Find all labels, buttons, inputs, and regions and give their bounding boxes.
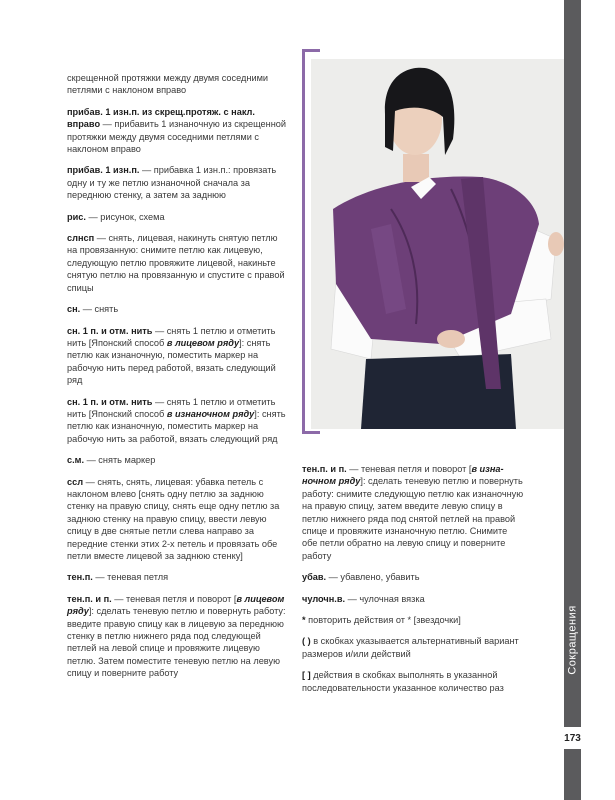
glossary-entry: тен.п. и п. — теневая петля и поворот [в изнаночном ряду]: сделать теневую петлю и повернуть работу: снимите следующую петлю как изнаночную на правую спицу, затем введите левую спицу в петлю нижнего ряда под снятой петлей на правой спице и провяжите изнаночную петлю. Снимите обе петли обратно на левую спицу и поверните работу bbox=[302, 464, 524, 561]
glossary-entry: сн. 1 п. и отм. нить — снять 1 петлю и отметить нить [Японский способ в лицевом ряду]: снять петлю как изнаночную, поместить маркер на рабочую нить перед работой, вязать следующий ряд bbox=[67, 325, 276, 386]
glossary-entry: прибав. 1 изн.п. из скрещ.протяж. с накл. вправо — прибавить 1 изнаночную из скрещенной протяжки между двумя соседними петлями с наклоном вправо bbox=[67, 106, 287, 155]
glossary-entry: прибав. 1 изн.п. — прибавка 1 изн.п.: провязать одну и ту же петлю изнаночной сначала за переднюю стенку, а затем за заднюю bbox=[67, 165, 277, 201]
glossary-entry: сн. — снять bbox=[67, 304, 119, 315]
section-title: Сокращения bbox=[566, 605, 579, 675]
glossary-left-column bbox=[67, 72, 289, 689]
glossary-entry: убав. — убавлено, убавить bbox=[302, 572, 420, 583]
glossary-entry: с.м. — снять маркер bbox=[67, 455, 156, 466]
glossary-entry: слнсп — снять, лицевая, накинуть снятую петлю на провязанную: снимите петлю как лицевую, следующую петлю провяжите лицевой, накиньте снятую петлю на провязанную и спустите с правой спицы bbox=[67, 233, 285, 293]
glossary-entry: рис. — рисунок, схема bbox=[67, 211, 165, 222]
page-number: 173 bbox=[562, 727, 583, 749]
glossary-entry: тен.п. — теневая петля bbox=[67, 572, 169, 583]
glossary-entry: чулочн.в. — чулочная вязка bbox=[302, 593, 425, 604]
glossary-entry: скрещенной протяжки между двумя соседними петлями с наклоном вправо bbox=[67, 73, 269, 96]
glossary-entry: ссл — снять, снять, лицевая: убавка петель с наклоном влево [снять одну петлю за заднюю стенку на правую спицу, снять еще одну петлю за заднюю стенку на правую спицу, ввести левую спицу в две снятые петли слева направо за передние стенки этих 2-х петель и провязать обе петли вместе лицевой за заднюю стенку] bbox=[67, 476, 280, 561]
glossary-entry: * повторить действия от * [звездочки] bbox=[302, 615, 461, 626]
glossary-entry: тен.п. и п. — теневая петля и поворот [в лицевом ряду]: сделать теневую петлю и повернуть работу: введите правую спицу как в лицевую за переднюю стенку в петлю нижнего ряда под следующей петлей на левой спице и провяжите лицевую петлю. Затем поместите теневую петлю на левую спицу и поверните работу bbox=[67, 593, 286, 679]
glossary-entry: сн. 1 п. и отм. нить — снять 1 петлю и отметить нить [Японский способ в изнаночном ряду]: снять петлю как изнаночную, поместить маркер на рабочую нить за работой, вязать следующий ряд bbox=[67, 396, 286, 444]
glossary-entry: ( ) в скобках указывается альтернативный вариант размеров и/или действий bbox=[302, 636, 519, 659]
model-photo bbox=[311, 59, 564, 429]
glossary-entry: [ ] действия в скобках выполнять в указанной последовательности указанное количество раз bbox=[302, 670, 504, 693]
glossary-right-column bbox=[302, 463, 524, 703]
